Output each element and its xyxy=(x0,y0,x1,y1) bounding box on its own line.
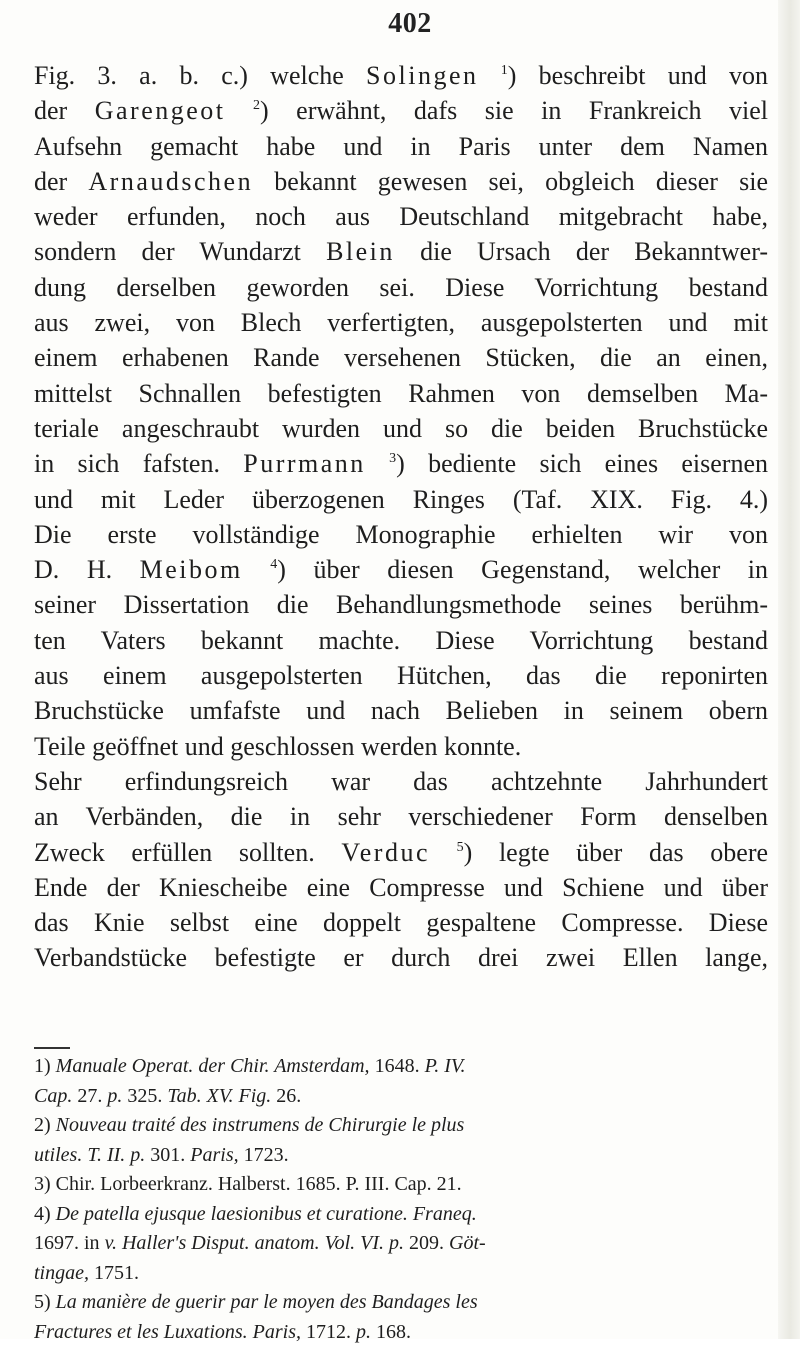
text-run: der xyxy=(34,167,88,196)
text-line xyxy=(34,835,768,870)
text-line xyxy=(34,764,768,799)
footnote-line xyxy=(34,1082,768,1112)
text-run: P. IV. xyxy=(425,1055,466,1077)
text-run: mittelst Schnallen befestigten Rahmen von demselben Ma- xyxy=(34,379,768,408)
text-run: aus zwei, von Blech verfertigten, ausgepolsterten und mit xyxy=(34,308,768,337)
text-run: Blein xyxy=(326,237,395,266)
text-run: 4) xyxy=(34,1203,56,1225)
text-line xyxy=(34,376,768,411)
footnote-line xyxy=(34,1229,768,1259)
text-run xyxy=(243,555,271,584)
text-run xyxy=(430,838,457,867)
text-line xyxy=(34,940,768,975)
text-run: Cap. xyxy=(34,1085,72,1107)
text-run: und mit Leder überzogenen Ringes (Taf. XIX. Fig. 4.) xyxy=(34,485,768,514)
text-run: Die erste vollständige Monographie erhielten wir von xyxy=(34,520,768,549)
text-run: 1751. xyxy=(89,1262,139,1284)
text-run: Garengeot xyxy=(95,96,226,125)
text-run: Verduc xyxy=(341,838,430,867)
text-run: Meibom xyxy=(140,555,243,584)
text-run: 2) xyxy=(34,1114,56,1136)
text-line xyxy=(34,411,768,446)
footnote-line xyxy=(34,1200,768,1230)
text-run: ) erwähnt, dafs sie in Frankreich viel xyxy=(260,96,768,125)
text-run: ) über diesen Gegenstand, welcher in xyxy=(277,555,768,584)
text-line xyxy=(34,305,768,340)
text-run: 1723. xyxy=(239,1144,289,1166)
text-run: das Knie selbst eine doppelt gespaltene Compresse. Diese xyxy=(34,908,768,937)
text-run: 325. xyxy=(122,1085,167,1107)
text-run: Fractures et les Luxations. Paris, xyxy=(34,1321,301,1343)
text-line xyxy=(34,799,768,834)
page-edge-shadow xyxy=(778,0,800,1339)
footnote-separator xyxy=(34,1047,70,1049)
text-run: tingae, xyxy=(34,1262,89,1284)
text-run: 168. xyxy=(371,1321,411,1343)
text-run: Ende der Kniescheibe eine Compresse und Schiene und über xyxy=(34,873,768,902)
text-line xyxy=(34,446,768,481)
text-run: utiles. T. II. p. xyxy=(34,1144,145,1166)
text-run: ) beschreibt und von xyxy=(508,61,768,90)
text-line xyxy=(34,58,768,93)
footnote-ref: 5 xyxy=(457,840,464,855)
text-line xyxy=(34,623,768,658)
text-line xyxy=(34,693,768,728)
text-run: die Ursach der Bekanntwer- xyxy=(395,237,768,266)
footnote-line xyxy=(34,1288,768,1318)
text-run: La manière de guerir par le moyen des Bandages les xyxy=(56,1291,478,1313)
text-run: Aufsehn gemacht habe und in Paris unter dem Namen xyxy=(34,132,768,161)
text-run: in sich fafsten. xyxy=(34,449,243,478)
text-run: der xyxy=(34,96,95,125)
text-line xyxy=(34,340,768,375)
text-run: Verbandstücke befestigte er durch drei zwei Ellen lange, xyxy=(34,943,768,972)
text-line xyxy=(34,870,768,905)
footnote-ref: 3 xyxy=(389,451,396,466)
text-run: 26. xyxy=(271,1085,301,1107)
text-run: Arnaudschen xyxy=(88,167,253,196)
text-run: Nouveau traité des instrumens de Chirurgie le plus xyxy=(56,1114,465,1136)
text-run: 1648. xyxy=(370,1055,425,1077)
text-line xyxy=(34,517,768,552)
text-run: Manuale Operat. der Chir. Amsterdam, xyxy=(56,1055,370,1077)
text-run: aus einem ausgepolsterten Hütchen, das die reponirten xyxy=(34,661,768,690)
text-run: Göt- xyxy=(449,1232,486,1254)
text-line xyxy=(34,482,768,517)
text-run: ten Vaters bekannt machte. Diese Vorrichtung bestand xyxy=(34,626,768,655)
text-line xyxy=(34,270,768,305)
text-run: Purrmann xyxy=(243,449,366,478)
footnote-line xyxy=(34,1170,768,1200)
text-run: 27. xyxy=(72,1085,107,1107)
text-line xyxy=(34,658,768,693)
text-line xyxy=(34,552,768,587)
text-run: Bruchstücke umfafste und nach Belieben in seinem obern xyxy=(34,696,768,725)
text-line xyxy=(34,905,768,940)
text-run: 5) xyxy=(34,1291,56,1313)
footnote-line xyxy=(34,1111,768,1141)
text-run: 209. xyxy=(404,1232,449,1254)
footnote-line xyxy=(34,1318,768,1347)
text-run xyxy=(479,61,501,90)
footnote-ref: 2 xyxy=(253,98,260,113)
text-run: dung derselben geworden sei. Diese Vorrichtung bestand xyxy=(34,273,768,302)
text-run: an Verbänden, die in sehr verschiedener Form denselben xyxy=(34,802,768,831)
footnote-line xyxy=(34,1052,768,1082)
footnotes xyxy=(34,1052,768,1347)
text-run: seiner Dissertation die Behandlungsmethode seines berühm- xyxy=(34,590,768,619)
text-run: 1697. in xyxy=(34,1232,105,1254)
text-line xyxy=(34,199,768,234)
text-run: D. H. xyxy=(34,555,140,584)
text-run: Paris, xyxy=(190,1144,238,1166)
text-run: Sehr erfindungsreich war das achtzehnte Jahrhundert xyxy=(34,767,768,796)
text-run: Teile geöffnet und geschlossen werden konnte. xyxy=(34,732,521,761)
text-line xyxy=(34,234,768,269)
text-run: ) legte über das obere xyxy=(464,838,768,867)
text-run: Zweck erfüllen sollten. xyxy=(34,838,341,867)
text-run: ) bediente sich eines eisernen xyxy=(396,449,768,478)
text-line xyxy=(34,93,768,128)
text-run: sondern der Wundarzt xyxy=(34,237,326,266)
text-run: p. xyxy=(107,1085,122,1107)
text-run: einem erhabenen Rande versehenen Stücken, die an einen, xyxy=(34,343,768,372)
text-run: weder erfunden, noch aus Deutschland mitgebracht habe, xyxy=(34,202,768,231)
text-run: v. Haller's Disput. anatom. Vol. VI. p. xyxy=(105,1232,404,1254)
footnote-line xyxy=(34,1141,768,1171)
text-run: Fig. 3. a. b. c.) welche xyxy=(34,61,366,90)
body-text xyxy=(34,58,768,976)
text-run: teriale angeschraubt wurden und so die beiden Bruchstücke xyxy=(34,414,768,443)
text-run: 301. xyxy=(145,1144,190,1166)
footnote-line xyxy=(34,1259,768,1289)
text-run: 1712. xyxy=(301,1321,356,1343)
text-run xyxy=(366,449,389,478)
text-run xyxy=(226,96,254,125)
text-line xyxy=(34,587,768,622)
text-run: Solingen xyxy=(366,61,478,90)
footnote-ref: 1 xyxy=(501,63,508,78)
text-line xyxy=(34,729,768,764)
text-run: 1) xyxy=(34,1055,56,1077)
text-run: bekannt gewesen sei, obgleich dieser sie xyxy=(253,167,768,196)
text-run: De patella ejusque laesionibus et curatione. Franeq. xyxy=(56,1203,477,1225)
text-line xyxy=(34,164,768,199)
text-run: Tab. XV. Fig. xyxy=(167,1085,271,1107)
page-number: 402 xyxy=(0,8,800,40)
text-run: p. xyxy=(356,1321,371,1343)
text-line xyxy=(34,129,768,164)
text-run: 3) Chir. Lorbeerkranz. Halberst. 1685. P. III. Cap. 21. xyxy=(34,1173,462,1195)
footnote-ref: 4 xyxy=(270,557,277,572)
